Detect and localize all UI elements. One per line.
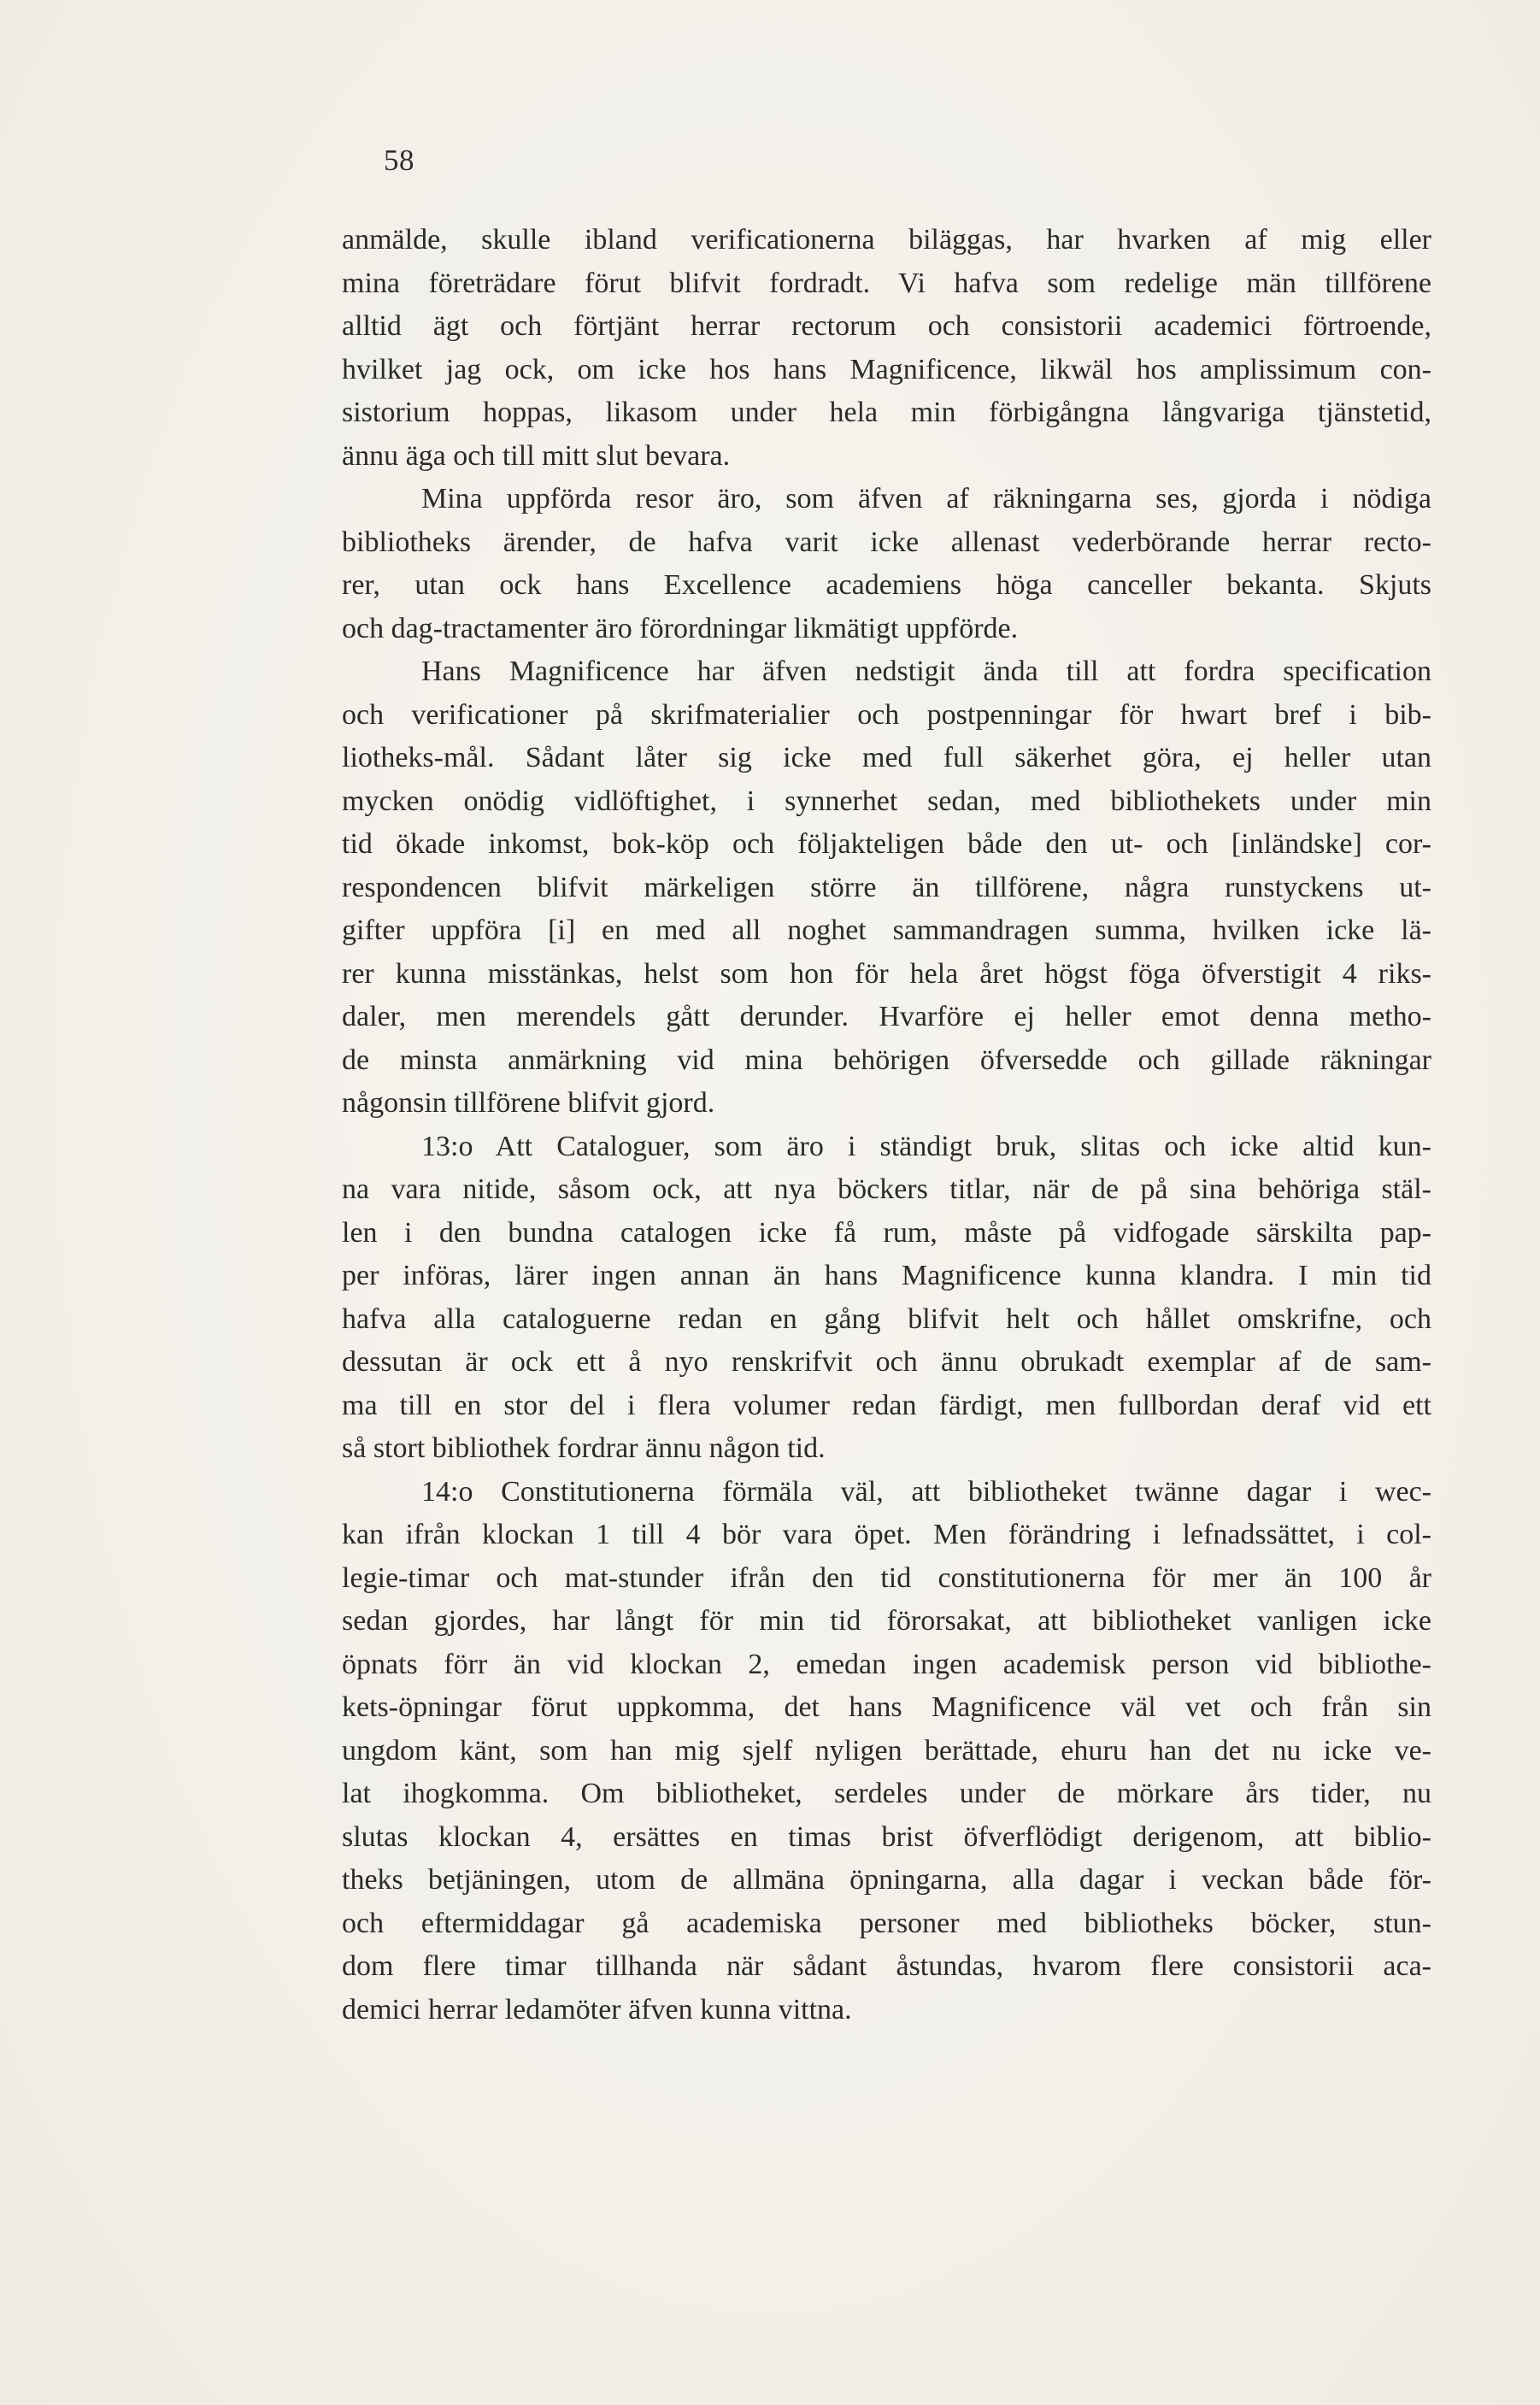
text-line: dessutan är ock ett å nyo renskrifvit och ännu obrukadt exemplar af de sam- (342, 1346, 1431, 1378)
text-line: len i den bundna catalogen icke få rum, måste på vidfogade särskilta pap- (342, 1216, 1431, 1249)
text-line: demici herrar ledamöter äfven kunna vittna. (342, 1993, 852, 2026)
text-line: na vara nitide, såsom ock, att nya böckers titlar, när de på sina behöriga stäl- (342, 1173, 1431, 1205)
text-line: 14:o Constitutionerna förmäla väl, att bibliotheket twänne dagar i wec- (421, 1475, 1431, 1508)
text-line: och eftermiddagar gå academiska personer med bibliotheks böcker, stun- (342, 1907, 1431, 1939)
text-line: gifter uppföra [i] en med all noghet sammandragen summa, hvilken icke lä- (342, 914, 1431, 946)
text-line: ännu äga och till mitt slut bevara. (342, 439, 731, 472)
text-line: dom flere timar tillhanda när sådant åstundas, hvarom flere consistorii aca- (342, 1950, 1431, 1982)
text-line: ungdom känt, som han mig sjelf nyligen berättade, ehuru han det nu icke ve- (342, 1734, 1431, 1767)
text-line: rer, utan ock hans Excellence academiens höga canceller bekanta. Skjuts (342, 569, 1431, 601)
text-line: mina företrädare förut blifvit fordradt. Vi hafva som redelige män tillförene (342, 267, 1431, 299)
text-line: de minsta anmärkning vid mina behörigen öfversedde och gillade räkningar (342, 1044, 1431, 1076)
text-line: 13:o Att Cataloguer, som äro i ständigt bruk, slitas och icke altid kun- (421, 1130, 1431, 1162)
text-line: legie-timar och mat-stunder ifrån den tid constitutionerna för mer än 100 år (342, 1561, 1431, 1594)
page-number: 58 (384, 144, 414, 177)
text-line: bibliotheks ärender, de hafva varit icke allenast vederbörande herrar recto- (342, 526, 1431, 558)
text-line: tid ökade inkomst, bok-köp och följakteligen både den ut- och [inländske] cor- (342, 828, 1431, 860)
text-line: Hans Magnificence har äfven nedstigit ända till att fordra specification (421, 656, 1431, 687)
text-line: daler, men merendels gått derunder. Hvarföre ej heller emot denna metho- (342, 1001, 1431, 1032)
text-line: kan ifrån klockan 1 till 4 bör vara öpet. Men förändring i lefnadssättet, i col- (342, 1519, 1431, 1550)
text-line: och verificationer på skrifmaterialier och postpenningar för hwart bref i bib- (342, 698, 1431, 731)
text-line: och dag-tractamenter äro förordningar likmätigt uppförde. (342, 612, 1019, 644)
text-line: anmälde, skulle ibland verificationerna biläggas, har hvarken af mig eller (342, 224, 1431, 256)
text-line: hvilket jag ock, om icke hos hans Magnificence, likwäl hos amplissimum con- (342, 353, 1431, 385)
text-line: så stort bibliothek fordrar ännu någon tid. (342, 1432, 826, 1464)
text-line: hafva alla cataloguerne redan en gång blifvit helt och hållet omskrifne, och (342, 1302, 1431, 1335)
text-line: per införas, lärer ingen annan än hans Magnificence kunna klandra. I min tid (342, 1260, 1431, 1291)
text-line: sedan gjordes, har långt för min tid förorsakat, att bibliotheket vanligen icke (342, 1605, 1431, 1637)
text-line: någonsin tillförene blifvit gjord. (342, 1087, 715, 1119)
text-line: lat ihogkomma. Om bibliotheket, serdeles under de mörkare års tider, nu (342, 1778, 1431, 1809)
text-line: sistorium hoppas, likasom under hela min förbigångna långvariga tjänstetid, (342, 397, 1431, 428)
text-line: theks betjäningen, utom de allmäna öpningarna, alla dagar i veckan både för- (342, 1864, 1431, 1896)
text-line: respondencen blifvit märkeligen större än tillförene, några runstyckens ut- (342, 871, 1431, 903)
text-line: Mina uppförda resor äro, som äfven af räkningarna ses, gjorda i nödiga (421, 483, 1431, 515)
text-line: mycken onödig vidlöftighet, i synnerhet sedan, med bibliothekets under min (342, 785, 1431, 817)
text-line: kets-öpningar förut uppkomma, det hans Magnificence väl vet och från sin (342, 1691, 1431, 1723)
text-line: ma till en stor del i flera volumer redan färdigt, men fullbordan deraf vid ett (342, 1389, 1431, 1421)
text-line: liotheks-mål. Sådant låter sig icke med full säkerhet göra, ej heller utan (342, 742, 1431, 773)
text-line: öpnats förr än vid klockan 2, emedan ingen academisk person vid bibliothe- (342, 1648, 1431, 1680)
text-line: slutas klockan 4, ersättes en timas brist öfverflödigt derigenom, att biblio- (342, 1820, 1431, 1853)
body-text (342, 219, 1431, 2032)
text-line: rer kunna misstänkas, helst som hon för hela året högst föga öfverstigit 4 riks- (342, 957, 1431, 990)
text-line: alltid ägt och förtjänt herrar rectorum och consistorii academici förtroende, (342, 310, 1431, 342)
